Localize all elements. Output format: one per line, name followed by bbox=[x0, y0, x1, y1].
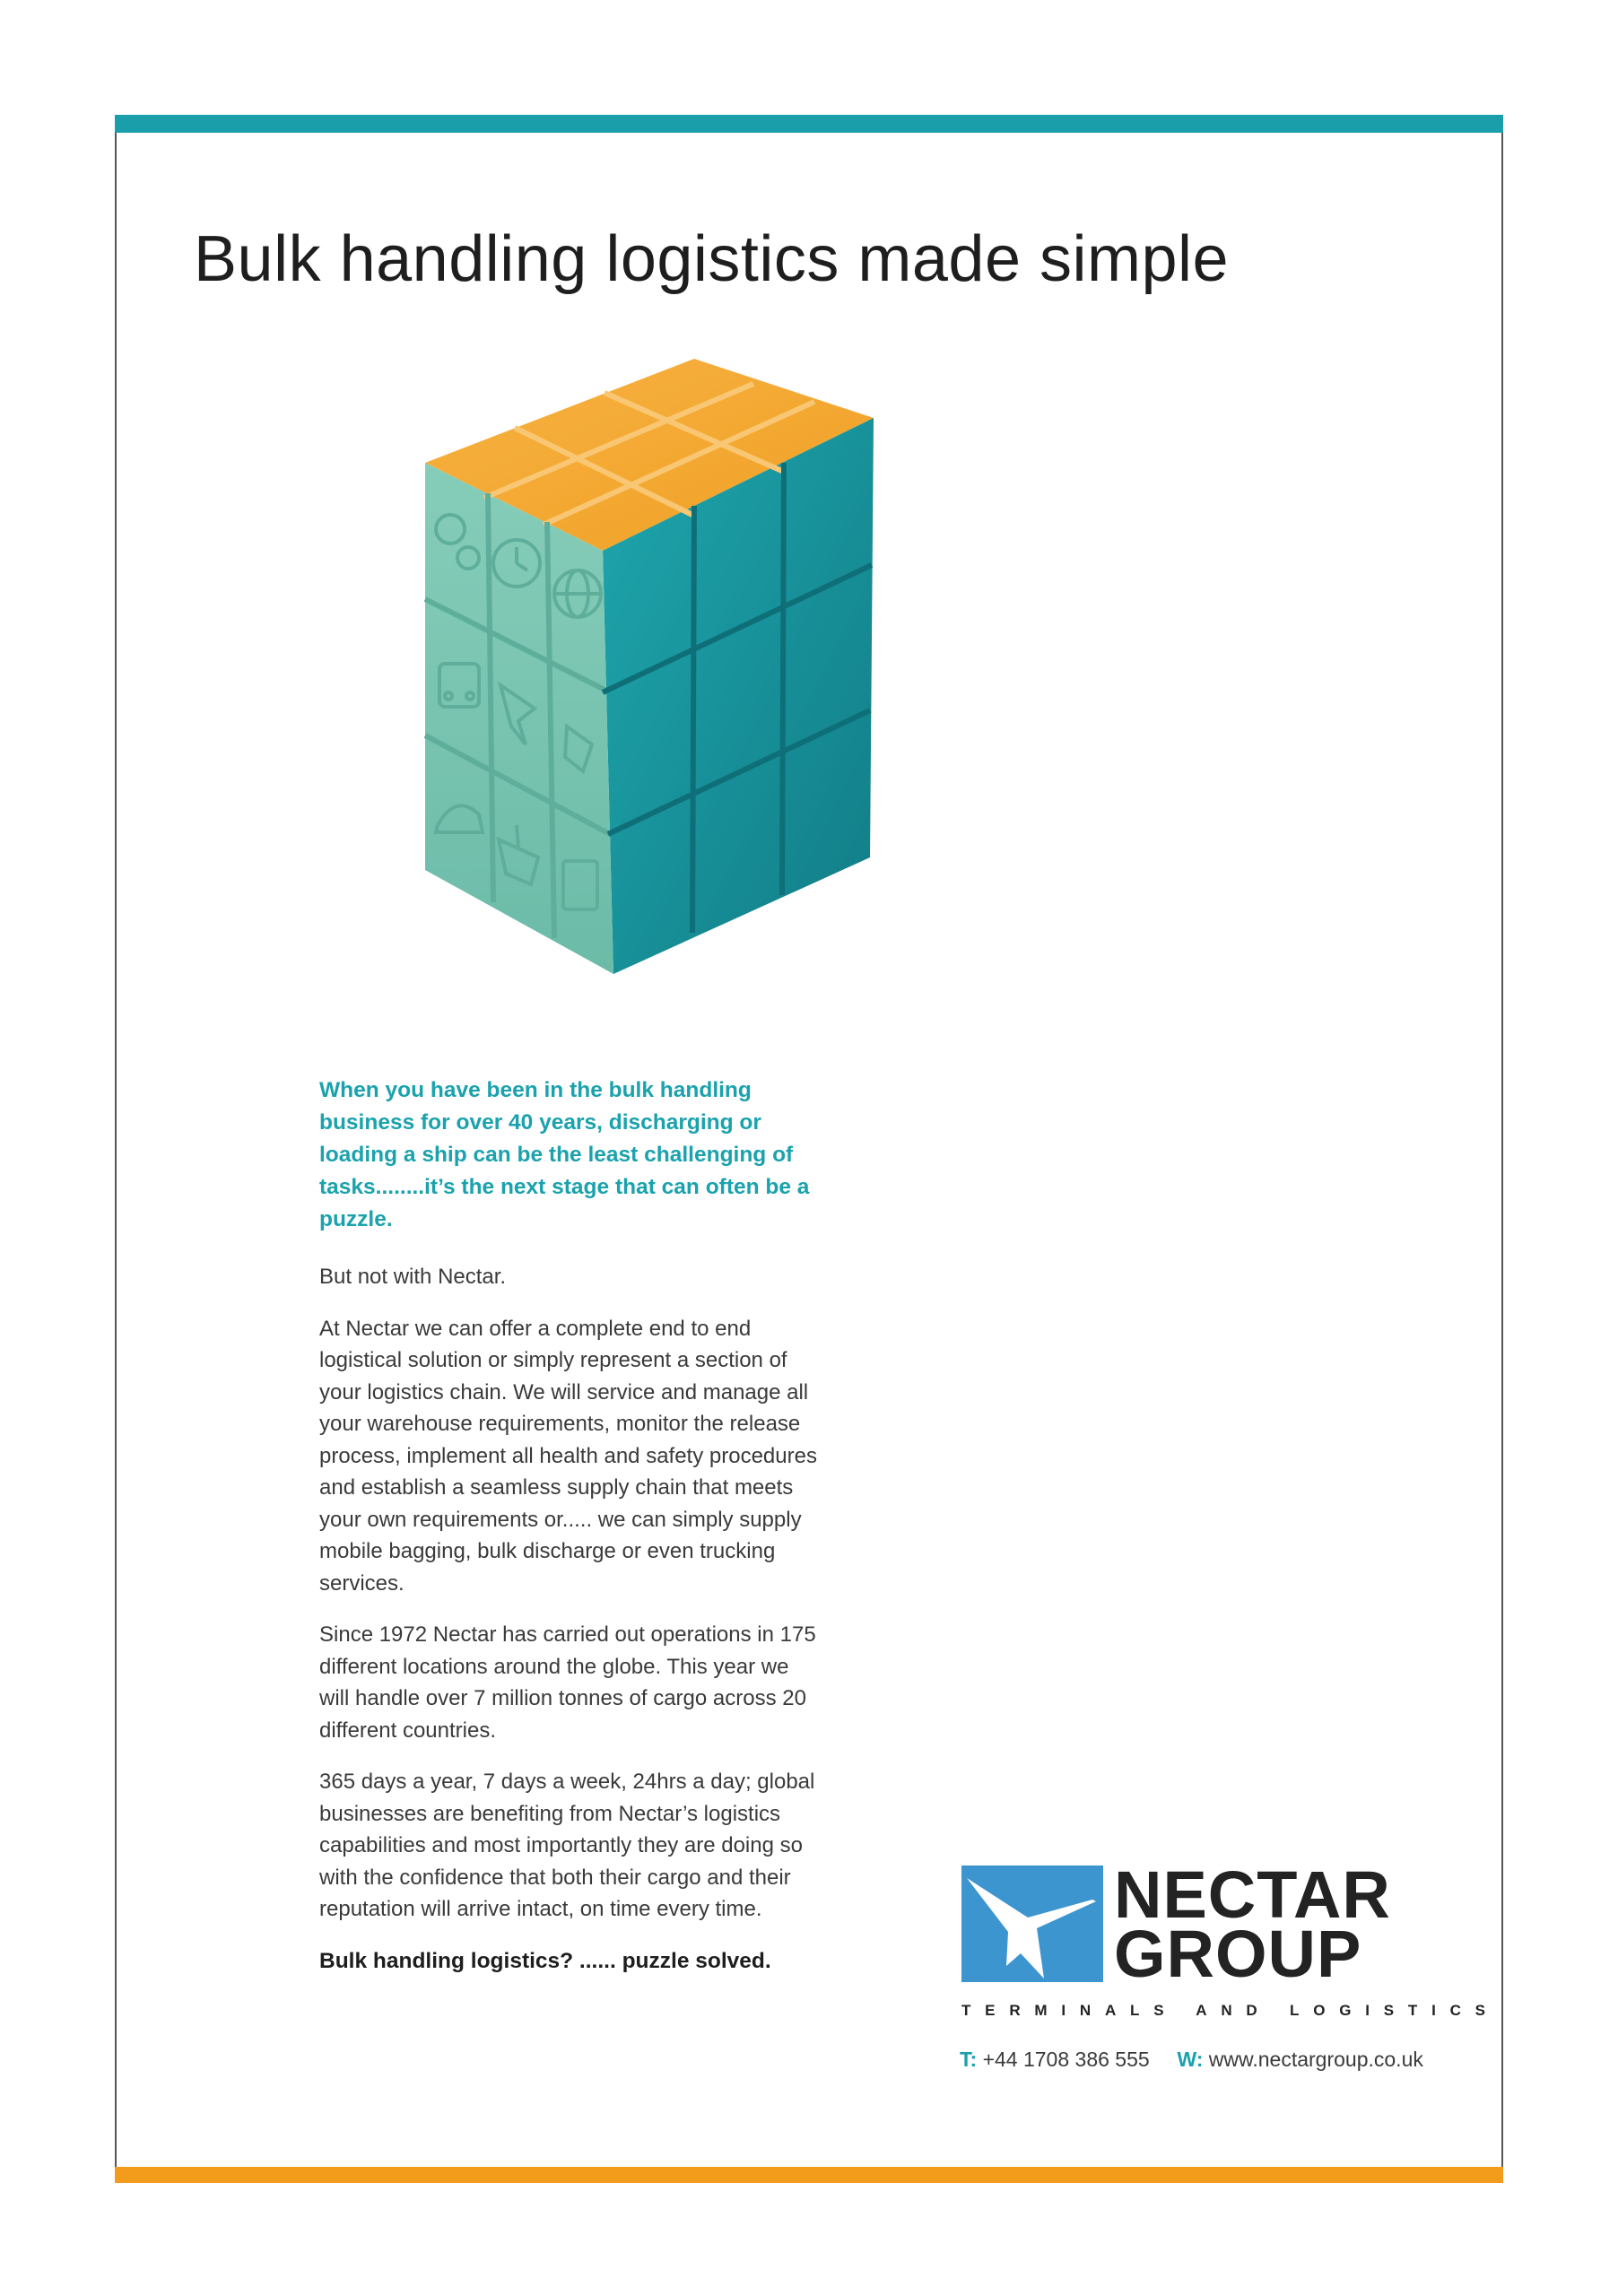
body-copy bbox=[319, 1074, 822, 1978]
nectar-group-logo bbox=[961, 1857, 1428, 1991]
logo-mark bbox=[961, 1866, 1103, 1982]
puzzle-cube-image bbox=[413, 359, 1094, 1022]
phone-label: T: bbox=[960, 2048, 978, 2071]
logo-word-group: GROUP bbox=[1114, 1917, 1362, 1991]
hummingbird-icon bbox=[961, 1866, 1103, 1982]
phone-number[interactable]: +44 1708 386 555 bbox=[982, 2048, 1150, 2071]
web-label: W: bbox=[1177, 2048, 1204, 2071]
body-paragraph: But not with Nectar. bbox=[319, 1265, 507, 1289]
contact-line bbox=[960, 2048, 1423, 2072]
logo-tagline: TERMINALS AND LOGISTICS bbox=[961, 2002, 1500, 2019]
logo-word-nectar: NECTAR bbox=[1114, 1857, 1391, 1932]
top-accent-bar bbox=[115, 115, 1503, 133]
body-paragraph: Since 1972 Nectar has carried out operations in 175 different locations around the globe. This year we will handle over 7 million tonnes of cargo across 20 different countries. bbox=[319, 1622, 816, 1743]
closing-line: Bulk handling logistics? ...... puzzle solved. bbox=[319, 1948, 771, 1973]
lead-paragraph: When you have been in the bulk handling business for over 40 years, discharging or loading a ship can be the least challenging of tasks........it’s the next stage that can often be a puzzle. bbox=[319, 1078, 810, 1231]
website-link[interactable]: www.nectargroup.co.uk bbox=[1208, 2048, 1423, 2071]
body-paragraph: At Nectar we can offer a complete end to end logistical solution or simply represent a section of your logistics chain. We will service and manage all your warehouse requirements, monitor the release process, implement all health and safety procedures and establish a seamless supply chain that meets your own requirements or..... we can simply supply mobile bagging, bulk discharge or even trucking services. bbox=[319, 1316, 817, 1596]
body-paragraph: 365 days a year, 7 days a week, 24hrs a day; global businesses are benefiting from Nectar’s logistics capabilities and most importantly they are doing so with the confidence that both their cargo and their reputation will arrive intact, on time every time. bbox=[319, 1770, 815, 1921]
headline: Bulk handling logistics made simple bbox=[194, 223, 1230, 295]
bottom-accent-bar bbox=[115, 2167, 1503, 2183]
